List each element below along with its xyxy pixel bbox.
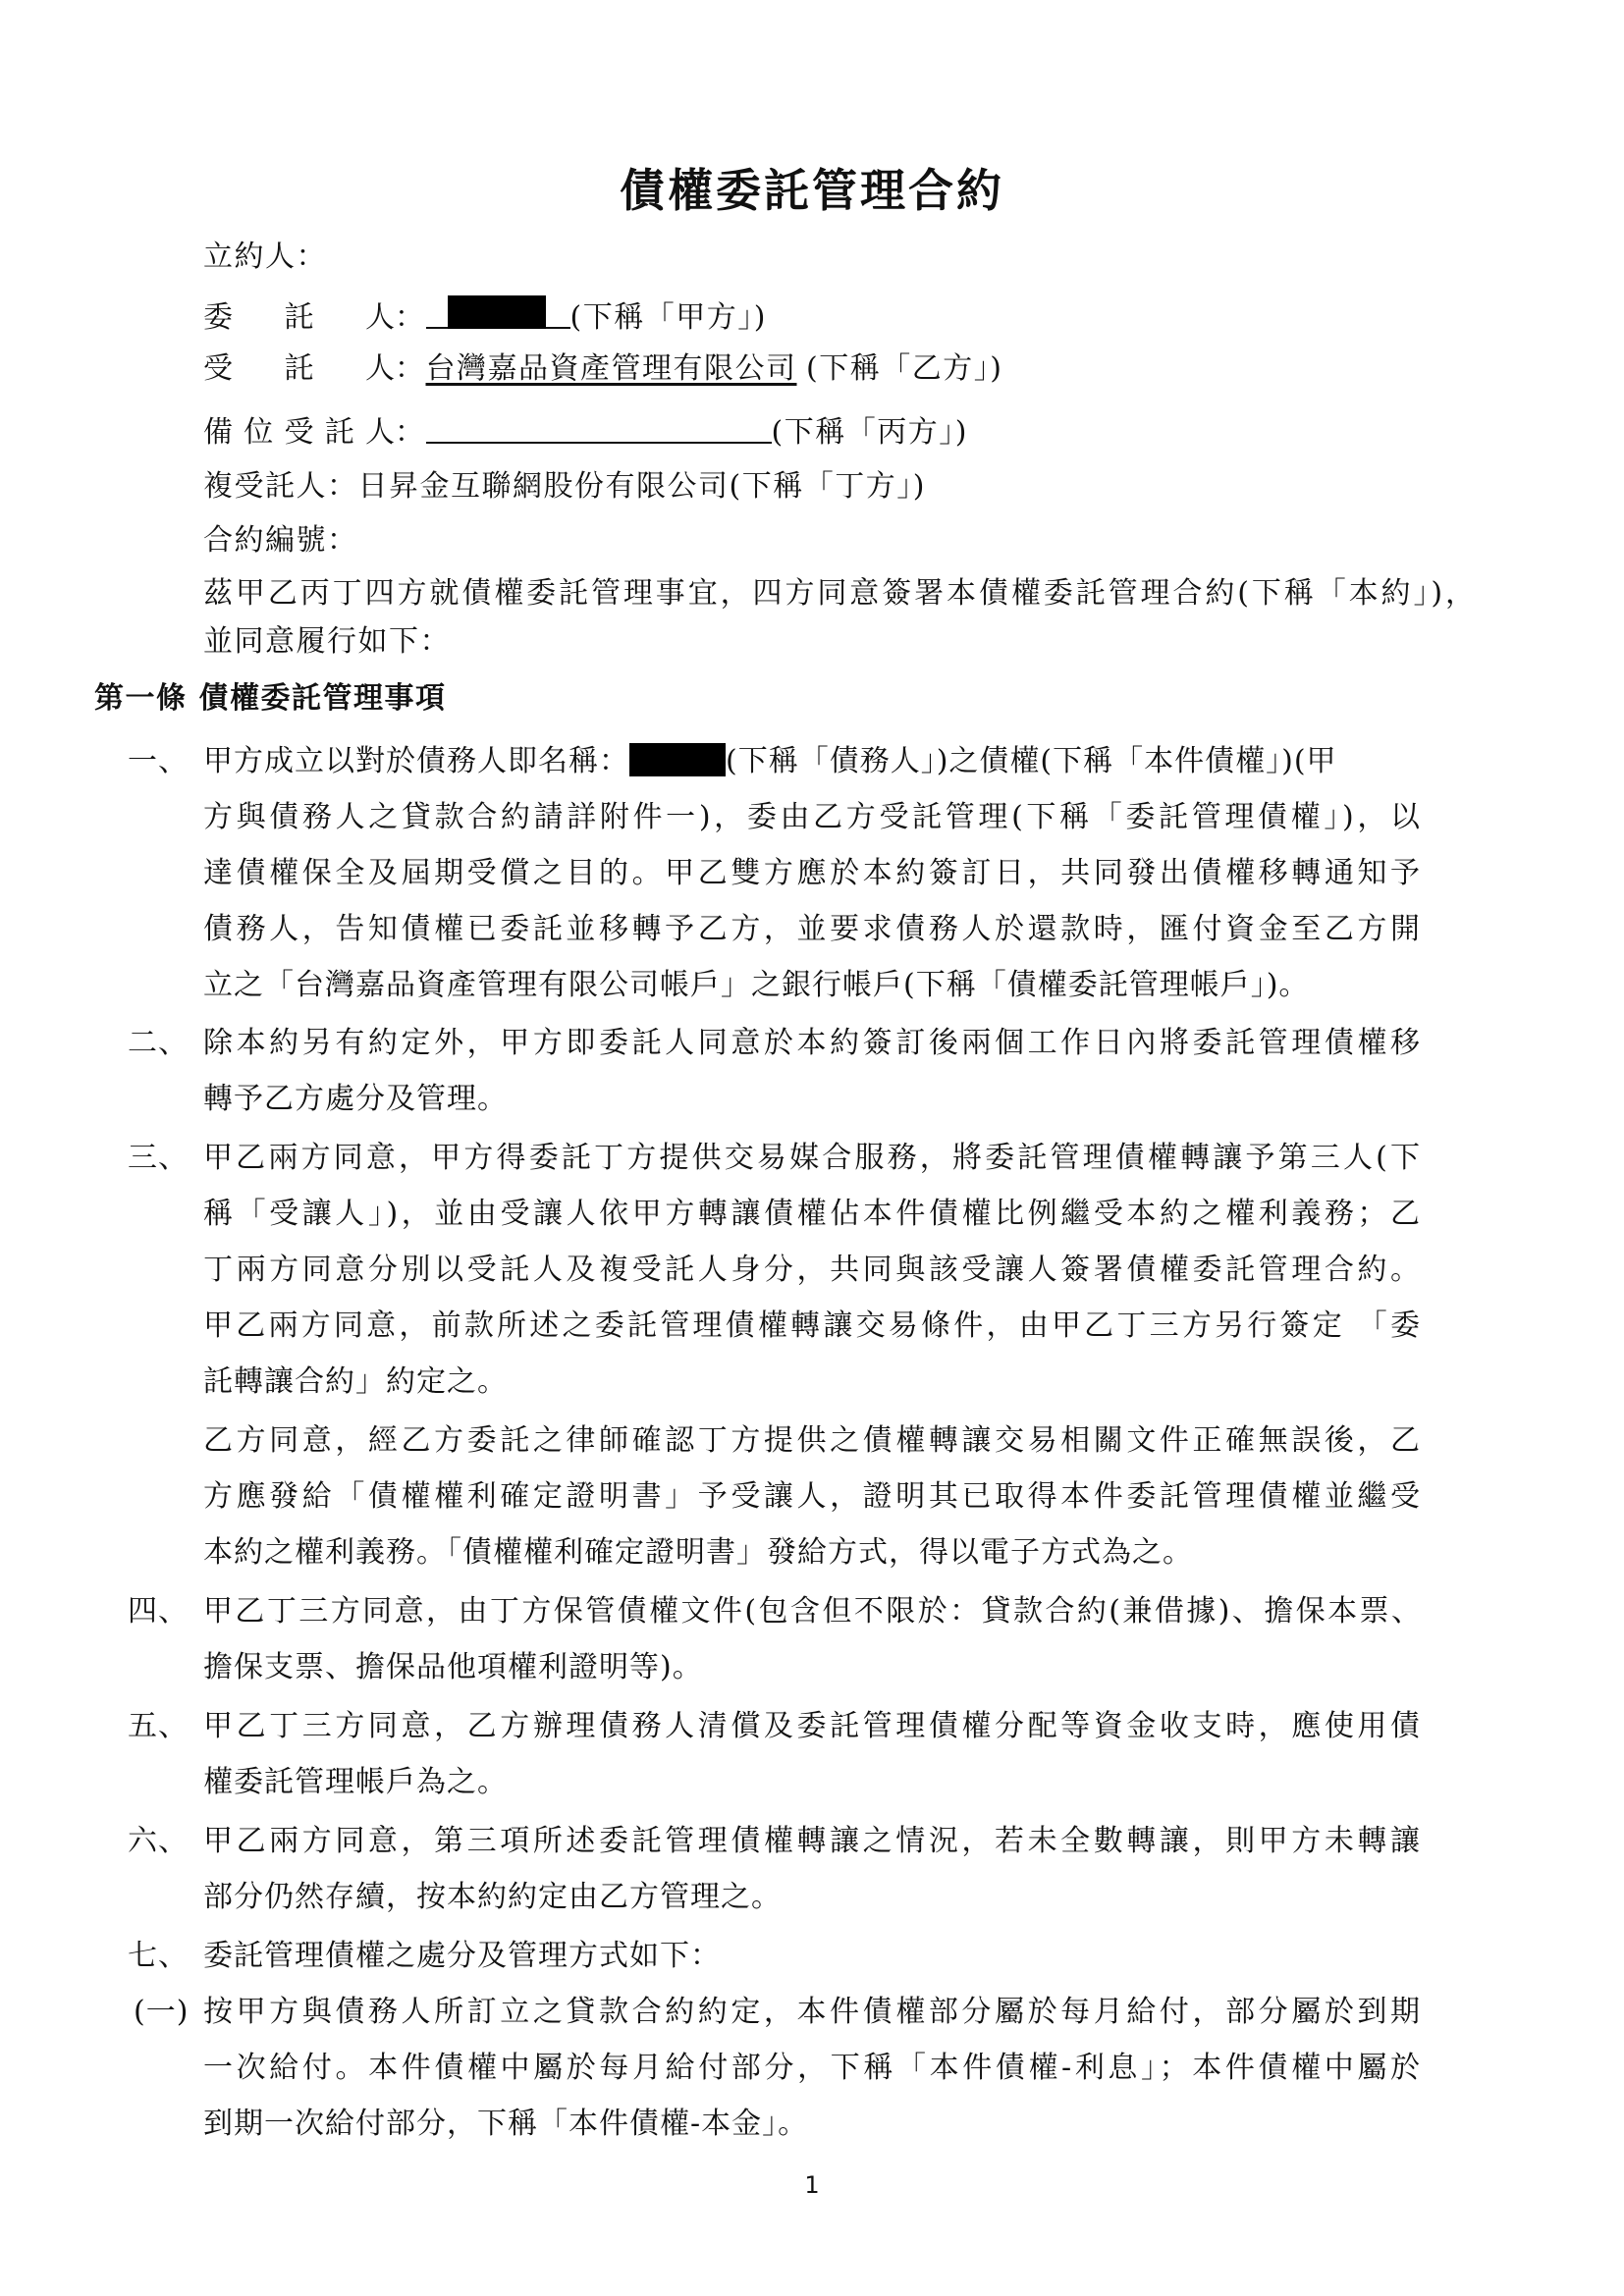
party-label: 備位受託人 <box>203 415 395 450</box>
party-suffix: (下稱「乙方」) <box>806 351 1003 386</box>
clause-line: 轉予乙方處分及管理。 <box>203 1082 508 1116</box>
party-backup-trustee: 備位受託人： (下稱「丙方」) <box>203 408 968 453</box>
contract-number-label: 合約編號： <box>203 523 358 558</box>
clause-line: 到期一次給付部分，下稱「本件債權-本金」。 <box>203 2107 809 2141</box>
sub-trustee-name: 日昇金互聯網股份有限公司 <box>357 469 730 504</box>
clause-line: 債務人，告知債權已委託並移轉予乙方，並要求債務人於還款時，匯付資金至乙方開 <box>203 912 1421 946</box>
item-number: 一、 <box>128 744 189 778</box>
party-principal: 委 託 人： (下稱「甲方」) <box>203 294 767 338</box>
clause-line: 權委託管理帳戶為之。 <box>203 1765 508 1799</box>
clause-line: 甲方成立以對於債務人即名稱： (下稱「債務人」)之債權(下稱「本件債權」)(甲 <box>203 744 1337 778</box>
party-label: 委 託 人 <box>203 300 395 335</box>
party-trustee: 受 託 人：台灣嘉品資產管理有限公司 (下稱「乙方」) <box>203 349 1002 389</box>
party-label: 複受託人 <box>203 469 327 504</box>
clause-line: 擔保支票、擔保品他項權利證明等)。 <box>203 1650 703 1684</box>
preamble-line: 茲甲乙丙丁四方就債權委託管理事宜，四方同意簽署本債權委託管理合約(下稱「本約」)， <box>203 576 1475 611</box>
signatory-label: 立約人： <box>203 240 327 274</box>
party-suffix: (下稱「丙方」) <box>771 415 968 450</box>
clause-line: 按甲方與債務人所訂立之貸款合約約定，本件債權部分屬於每月給付，部分屬於到期 <box>203 1995 1421 2029</box>
item-number: 六、 <box>128 1824 189 1858</box>
party-label: 受 託 人 <box>203 351 395 386</box>
party-sub-trustee: 複受託人：日昇金互聯網股份有限公司(下稱「丁方」) <box>203 469 926 504</box>
party-suffix: (下稱「丁方」) <box>729 469 926 504</box>
clause-line: 託轉讓合約」約定之。 <box>203 1364 508 1399</box>
party-suffix: (下稱「甲方」) <box>569 300 767 335</box>
clause-line: 丁兩方同意分別以受託人及複受託人身分，共同與該受讓人簽署債權委託管理合約。 <box>203 1253 1421 1287</box>
clause-line: 除本約另有約定外，甲方即委託人同意於本約簽訂後兩個工作日內將委託管理債權移 <box>203 1026 1421 1060</box>
clause-line: 部分仍然存續，按本約約定由乙方管理之。 <box>203 1880 782 1914</box>
principal-name-blank <box>426 294 570 329</box>
item-number: 七、 <box>128 1939 189 1973</box>
clause-line: 立之「台灣嘉品資產管理有限公司帳戶」之銀行帳戶(下稱「債權委託管理帳戶」)。 <box>203 968 1310 1002</box>
item-number: 二、 <box>128 1026 189 1060</box>
clause-line: 稱「受讓人」)，並由受讓人依甲方轉讓債權佔本件債權比例繼受本約之權利義務；乙 <box>203 1197 1421 1231</box>
article-heading: 第一條 債權委託管理事項 <box>94 681 447 716</box>
clause-line: 甲乙兩方同意，前款所述之委託管理債權轉讓交易條件，由甲乙丁三方另行簽定 「委 <box>203 1308 1421 1343</box>
clause-line: 方應發給「債權權利確定證明書」予受讓人，證明其已取得本件委託管理債權並繼受 <box>203 1479 1421 1514</box>
trustee-name: 台灣嘉品資產管理有限公司 <box>425 351 797 386</box>
backup-trustee-blank <box>426 408 772 444</box>
clause-line: 委託管理債權之處分及管理方式如下： <box>203 1939 721 1973</box>
preamble-line: 並同意履行如下： <box>203 624 451 659</box>
clause-line: 甲乙兩方同意，甲方得委託丁方提供交易媒合服務，將委託管理債權轉讓予第三人(下 <box>203 1141 1421 1175</box>
clause-line: 一次給付。本件債權中屬於每月給付部分，下稱「本件債權-利息」；本件債權中屬於 <box>203 2051 1421 2085</box>
clause-line: 本約之權利義務。「債權權利確定證明書」發給方式，得以電子方式為之。 <box>203 1535 1193 1570</box>
clause-line: 甲乙丁三方同意，乙方辦理債務人清償及委託管理債權分配等資金收支時，應使用債 <box>203 1709 1421 1743</box>
clause-line: 甲乙丁三方同意，由丁方保管債權文件(包含但不限於：貸款合約(兼借據)、擔保本票、 <box>203 1594 1421 1629</box>
clause-line: 達債權保全及屆期受償之目的。甲乙雙方應於本約簽訂日，共同發出債權移轉通知予 <box>203 856 1421 890</box>
clause-line: 乙方同意，經乙方委託之律師確認丁方提供之債權轉讓交易相關文件正確無誤後，乙 <box>203 1423 1421 1458</box>
item-number: 三、 <box>128 1141 189 1175</box>
item-number: 五、 <box>128 1709 189 1743</box>
item-number: 四、 <box>128 1594 189 1629</box>
clause-line: 甲乙兩方同意，第三項所述委託管理債權轉讓之情況，若未全數轉讓，則甲方未轉讓 <box>203 1824 1421 1858</box>
document-title: 債權委託管理合約 <box>620 164 1004 217</box>
clause-line: 方與債務人之貸款合約請詳附件一)，委由乙方受託管理(下稱「委託管理債權」)，以 <box>203 800 1421 834</box>
sub-item-number: (一) <box>134 1995 189 2029</box>
redaction-box <box>448 295 546 329</box>
redaction-box <box>629 743 726 776</box>
page-number: 1 <box>804 2171 820 2199</box>
